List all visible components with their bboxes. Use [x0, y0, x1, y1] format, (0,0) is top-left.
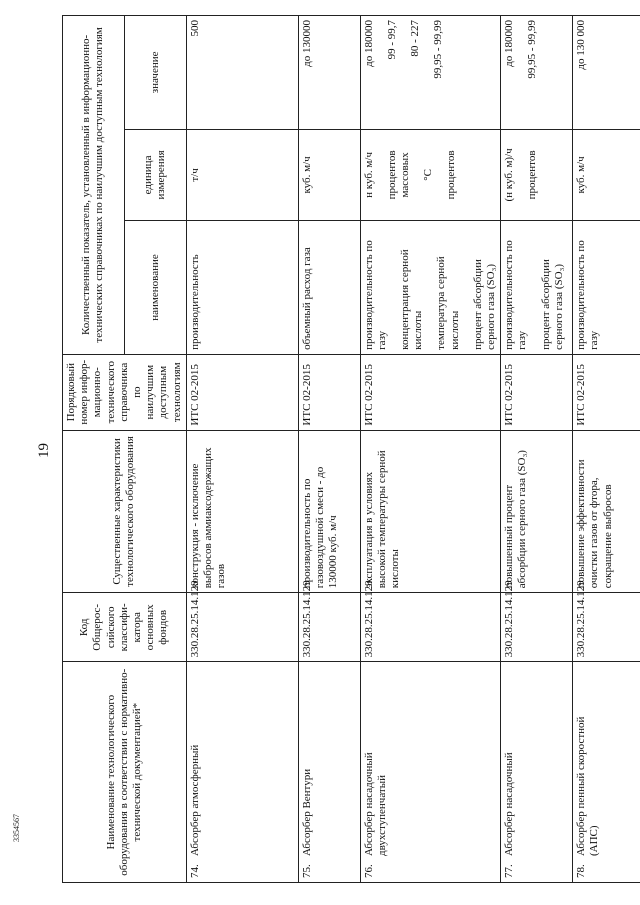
- its-reference: ИТС 02-2015: [573, 354, 640, 430]
- table-row: [298, 16, 360, 883]
- header-indicator-unit: единица измерения: [124, 129, 186, 220]
- indicator-value-cell: [186, 16, 298, 130]
- equipment-name-cell: [298, 662, 360, 883]
- row-number: 76.: [362, 864, 375, 878]
- indicator-name: концентрация серной кислоты: [399, 249, 425, 350]
- row-number: 74.: [188, 864, 201, 878]
- indicator-value: 99,95 - 99,99: [526, 20, 539, 79]
- equipment-name: Абсорбер насадочный двухступенчатый: [362, 752, 388, 856]
- indicator-name: температура серной кислоты: [435, 256, 461, 350]
- indicator-name-cell: [573, 221, 640, 355]
- characteristics: повышенный процент абсорбции серного газа (SO₃): [501, 430, 573, 593]
- characteristics: повышение эффективности очистки газов от фтора, сокращение выбросов: [573, 430, 640, 593]
- indicator-name-cell: [186, 221, 298, 355]
- indicator-value: 99,95 - 99,99: [432, 20, 445, 79]
- indicator-unit-cell: [501, 129, 573, 220]
- okof-code: 330.28.25.14.129: [360, 593, 501, 662]
- okof-code: 330.28.25.14.129: [298, 593, 360, 662]
- page-number: 19: [36, 443, 52, 458]
- indicator-name-cell: [298, 221, 360, 355]
- table-row: [186, 16, 298, 883]
- indicator-name: производительность по газу: [362, 240, 388, 350]
- indicator-unit: куб. м/ч: [300, 156, 313, 194]
- table-row: [360, 16, 501, 883]
- row-number: 77.: [503, 864, 516, 878]
- table-header: [63, 16, 187, 883]
- indicator-name: процент абсорбции серного газа (SO₃): [539, 259, 565, 350]
- okof-code: 330.28.25.14.129: [573, 593, 640, 662]
- okof-code: 330.28.25.14.129: [501, 593, 573, 662]
- indicator-value: 80 - 227: [409, 20, 422, 57]
- equipment-name-cell: [573, 662, 640, 883]
- characteristics: производительность по газовоздушной смеси - до 130000 куб. м/ч: [298, 430, 360, 593]
- equipment-name-cell: [186, 662, 298, 883]
- indicator-name-cell: [501, 221, 573, 355]
- indicator-unit: процентов: [445, 150, 458, 200]
- table-row: [501, 16, 573, 883]
- indicator-value-cell: [298, 16, 360, 130]
- equipment-name-cell: [360, 662, 501, 883]
- its-reference: ИТС 02-2015: [360, 354, 501, 430]
- characteristics: конструкция - исключение выбросов аммиаксодержащих газов: [186, 430, 298, 593]
- its-reference: ИТС 02-2015: [186, 354, 298, 430]
- equipment-name: Абсорбер атмосферный: [188, 744, 201, 856]
- header-indicator-group: Количественный показатель, установленный в информационно-технических справочниках по наилучшим доступным технологиям: [63, 16, 125, 355]
- indicator-name-cell: [360, 221, 501, 355]
- table-body: [186, 16, 640, 883]
- indicator-value: 99 - 99,7: [385, 20, 398, 60]
- equipment-table: [62, 15, 640, 883]
- indicator-value: до 180000: [362, 20, 375, 67]
- indicator-name: процент абсорбции серного газа (SO₃): [471, 259, 497, 350]
- indicator-value-cell: [501, 16, 573, 130]
- indicator-unit: н куб. м/ч: [362, 152, 375, 198]
- row-number: 75.: [300, 864, 313, 878]
- indicator-unit-cell: [573, 129, 640, 220]
- indicator-unit: т/ч: [188, 168, 201, 182]
- header-code: Код Общерос-сийского классифи-катора основных фондов: [63, 593, 187, 662]
- indicator-unit-cell: [298, 129, 360, 220]
- indicator-unit: процентов массовых: [385, 150, 412, 200]
- table-row: [573, 16, 640, 883]
- okof-code: 330.28.25.14.129: [186, 593, 298, 662]
- equipment-name-cell: [501, 662, 573, 883]
- header-reference: Порядковый номер инфор-мационно-технического справочника по наилучшим доступным технологиям: [63, 354, 187, 430]
- indicator-value-cell: [573, 16, 640, 130]
- indicator-unit-cell: [186, 129, 298, 220]
- indicator-unit-cell: [360, 129, 501, 220]
- indicator-name: объемный расход газа: [300, 247, 313, 350]
- indicator-unit: куб. м/ч: [575, 156, 588, 194]
- indicator-name: производительность по газу: [575, 240, 601, 350]
- indicator-value: до 130000: [300, 20, 313, 67]
- indicator-name: производительность: [188, 254, 201, 350]
- row-number: 78.: [575, 864, 588, 878]
- indicator-value: до 130 000: [575, 20, 588, 70]
- indicator-name: производительность по газу: [503, 240, 529, 350]
- indicator-value-cell: [360, 16, 501, 130]
- header-indicator-name: наименование: [124, 221, 186, 355]
- its-reference: ИТС 02-2015: [298, 354, 360, 430]
- header-name: Наименование технологического оборудования в соответствии с нормативно-технической документацией*: [63, 662, 187, 883]
- header-characteristics: Существенные характеристики технологического оборудования: [63, 430, 187, 593]
- characteristics: эксплуатация в условиях высокой температуры серной кислоты: [360, 430, 501, 593]
- equipment-name: Абсорбер пенный скоростной (АПС): [575, 716, 601, 856]
- indicator-unit: процентов: [526, 150, 539, 200]
- indicator-value: до 180000: [503, 20, 516, 67]
- equipment-name: Абсорбер Вентури: [300, 768, 313, 856]
- its-reference: ИТС 02-2015: [501, 354, 573, 430]
- document-id: 3354567: [12, 814, 21, 842]
- rotated-table-container: [62, 15, 622, 883]
- indicator-value: 500: [188, 20, 201, 37]
- header-indicator-value: значение: [124, 16, 186, 130]
- equipment-name: Абсорбер насадочный: [503, 752, 516, 856]
- indicator-unit: °С: [422, 169, 435, 181]
- indicator-unit: (н куб. м)/ч: [503, 148, 516, 202]
